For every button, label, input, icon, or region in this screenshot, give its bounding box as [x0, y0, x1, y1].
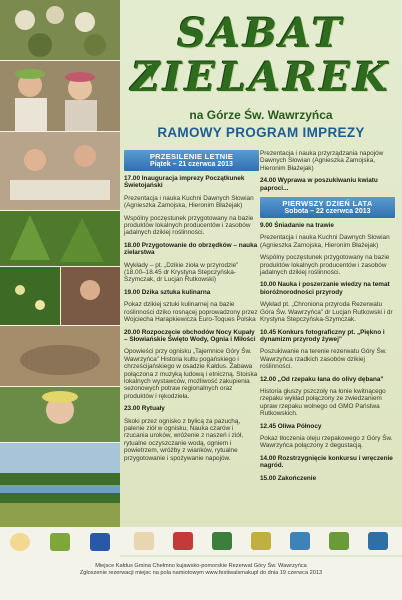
saturday-item-heading: 14.00 Rozstrzygnięcie konkursu i wręczenie nagród.	[260, 454, 393, 470]
saturday-items	[260, 222, 395, 482]
saturday-item-text: Pokaz tłoczenia oleju rzepakowego z Góry Św. Wawrzyńca połączony z degustacją.	[260, 434, 393, 450]
friday-banner-title: PRZESILENIE LETNIE	[149, 152, 234, 161]
photo-column	[0, 0, 120, 547]
event-subtitle: na Górze Św. Wawrzyńca	[189, 108, 333, 122]
friday-item-text: Wspólny poczęstunek przygotowany na bazie produktów lokalnych producentów i zasobów jadalnych dzikiej roślinności.	[124, 214, 254, 237]
friday-continued-item	[260, 150, 395, 172]
friday-continued-item-text: Prezentacja i nauka przyrządzania napojów Dawnych Słowian (Agnieszka Zamojska, Hieronim Błażejak)	[260, 150, 384, 172]
friday-banner	[124, 150, 259, 171]
saturday-item	[260, 475, 395, 482]
friday-program	[124, 150, 259, 467]
friday-item	[124, 242, 259, 257]
logo-region-crest-icon	[173, 532, 193, 550]
saturday-item	[260, 254, 395, 276]
friday-item	[124, 405, 259, 412]
footer-registration: Zgłoszenie rezerwacji miejsc na pola namiotowym www.festiwalsmakupl do dnia 19 czerwca 2013	[79, 570, 323, 576]
event-footer	[0, 557, 402, 600]
saturday-item	[260, 423, 395, 430]
friday-item	[124, 195, 259, 210]
friday-item-text: Pokaz dzikiej sztuki kulinarnej na bazie roślinności dziko rosnącej poprowadzony przez Wojciecha Harapkiewicza Euro-Toques Polska	[124, 301, 258, 324]
friday-item-text: Wykłady – pt. „Dzikie zioła w przyrodzie” (18.00–18.45 dr Krystyna Stepczyńska-Szymczak, dr Lucjan Rutkowski)	[124, 261, 239, 284]
saturday-item	[260, 455, 395, 470]
saturday-item-heading: 9.00 Śniadanie na trawie	[260, 222, 334, 230]
left-logo-strip	[0, 527, 120, 557]
logo-partner-icon	[368, 532, 388, 550]
program-heading: RAMOWY PROGRAM IMPREZY	[157, 125, 365, 140]
friday-item-heading: 18.00 Przygotowanie do obrzędków – nauka zielarstwa	[124, 241, 258, 257]
friday-item	[124, 418, 259, 462]
saturday-item-text: Historia głuszy pszczoły na łonie kwitnącego rzepaku wykład połączony ze zwiedzaniem upraw rzepaku wolnego od GMO Państwa Rutkowskich.	[260, 387, 386, 418]
saturday-item	[260, 329, 395, 344]
friday-item	[124, 289, 259, 296]
footer-location: Miejsce Kałdus Gmina Chełmno kujawsko-pomorskie Rezerwat Góry Św. Wawrzyńca	[95, 563, 307, 569]
logo-lgd-icon	[329, 532, 349, 550]
saturday-item-heading: 10.45 Konkurs fotograficzny pt. „Piękno i dynamizm przyrody żywej”	[260, 328, 385, 343]
saturday-item-heading: 10.00 Nauka i poszerzanie wiedzy na temat bioróżnorodności przyrody	[260, 281, 390, 296]
saturday-item	[260, 222, 395, 229]
event-title	[120, 6, 402, 118]
friday-continued-item	[260, 177, 395, 192]
saturday-item	[260, 281, 395, 296]
saturday-item-heading: 12.45 Oliwa Północy	[260, 422, 322, 430]
logo-reserve-icon	[212, 532, 232, 550]
saturday-item	[260, 301, 395, 323]
saturday-item-heading: 12.00 „Od rzepaku łana do olivy dębana”	[260, 375, 384, 383]
saturday-item	[260, 348, 395, 370]
saturday-program	[260, 150, 395, 487]
logo-eu-flag-icon	[90, 533, 110, 551]
friday-item-heading: 20.00 Rozpoczęcie obchodów Nocy Kupały – Słowiańskie Święto Wody, Ognia i Miłości	[124, 328, 256, 343]
friday-item-text: Skoki przez ognisko z bylicą za pazuchą, palenie ziół w ognisku, Nauka czarów i rzucania uroków, wróżenie z naszeń i ziół, rytualne oczyszczanie wodą, ogniem i powietrzem, wróżby z wianków, rytualne przygotowanie i spożywanie napojów.	[124, 417, 243, 462]
title-line-2: ZIELAREK	[130, 54, 392, 101]
saturday-item-text: Wykład pt. „Chroniona przyroda Rezerwatu Góra Św. Wawrzyńca” dr Lucjan Rutkowski i dr Krystyna Stepczyńska-Szymczak.	[260, 301, 393, 324]
friday-item	[124, 262, 259, 284]
logo-leader-icon	[50, 533, 70, 551]
friday-item	[124, 301, 259, 323]
sponsor-logo-strip	[120, 527, 402, 555]
friday-item	[124, 175, 259, 190]
saturday-banner	[260, 197, 395, 218]
friday-item-text: Prezentacja i nauka Kuchni Dawnych Słowian (Agnieszka Zamojska, Hieronim Błażejak)	[124, 194, 254, 210]
friday-continued-items	[260, 150, 395, 192]
saturday-banner-title: PIERWSZY DZIEŃ LATA	[282, 199, 373, 209]
herb-emblem-icon	[140, 56, 164, 86]
saturday-item	[260, 376, 395, 383]
saturday-item	[260, 388, 395, 418]
saturday-item-text: Poszukiwanie na terenie rezerwatu Góry Św. Wawrzyńca rzadkich zasobów dzikiej roślinności.	[260, 348, 387, 371]
logo-slow-food-icon	[10, 533, 30, 551]
friday-items	[124, 175, 259, 462]
saturday-item-text: Wspólny poczęstunek przygotowany na bazie produktów lokalnych producentów i zasobów jadalnych dzikiej roślinności.	[260, 254, 390, 277]
friday-item	[124, 329, 259, 344]
saturday-banner-date: Sobota – 22 czerwca 2013	[284, 208, 371, 216]
logo-sponsor-icon	[251, 532, 271, 550]
friday-item-heading: 19.00 Dzika sztuka kulinarna	[124, 288, 211, 296]
friday-item-text: Opowieści przy ognisku „Tajemnice Góry Św. Wawrzyńca” Historia kultu pogańskiego i chrześcijańskiego w osadzie Kałdus. Zabawa połączona z muzyką ludową i etniczną. Stoiska lokalnych wystawców, możliwość zakupienia sezonowych potraw regionalnych oraz produktów i rękodzieła.	[124, 348, 258, 400]
friday-continued-item-heading: 24.00 Wyprawa w poszukiwaniu kwiatu paproci...	[260, 177, 378, 192]
friday-item-heading: 23.00 Rytuały	[124, 405, 165, 413]
friday-item-heading: 17.00 Inauguracja imprezy Początkunek Świetojański	[124, 175, 245, 190]
logo-municipality-icon	[134, 532, 154, 550]
saturday-item-heading: 15.00 Zakończenie	[260, 474, 317, 482]
saturday-item	[260, 435, 395, 450]
saturday-item	[260, 234, 395, 249]
saturday-item-text: Prezentacja i nauka Kuchni Dawnych Słowian (Agnieszka Zamojska, Hieronim Błażejak)	[260, 234, 390, 249]
title-line-1: SABAT	[177, 10, 345, 57]
friday-banner-date: Piątek – 21 czerwca 2013	[150, 161, 233, 168]
photo-collage	[0, 0, 120, 547]
friday-item	[124, 348, 259, 400]
friday-item	[124, 215, 259, 237]
logo-olej-icon	[290, 532, 310, 550]
